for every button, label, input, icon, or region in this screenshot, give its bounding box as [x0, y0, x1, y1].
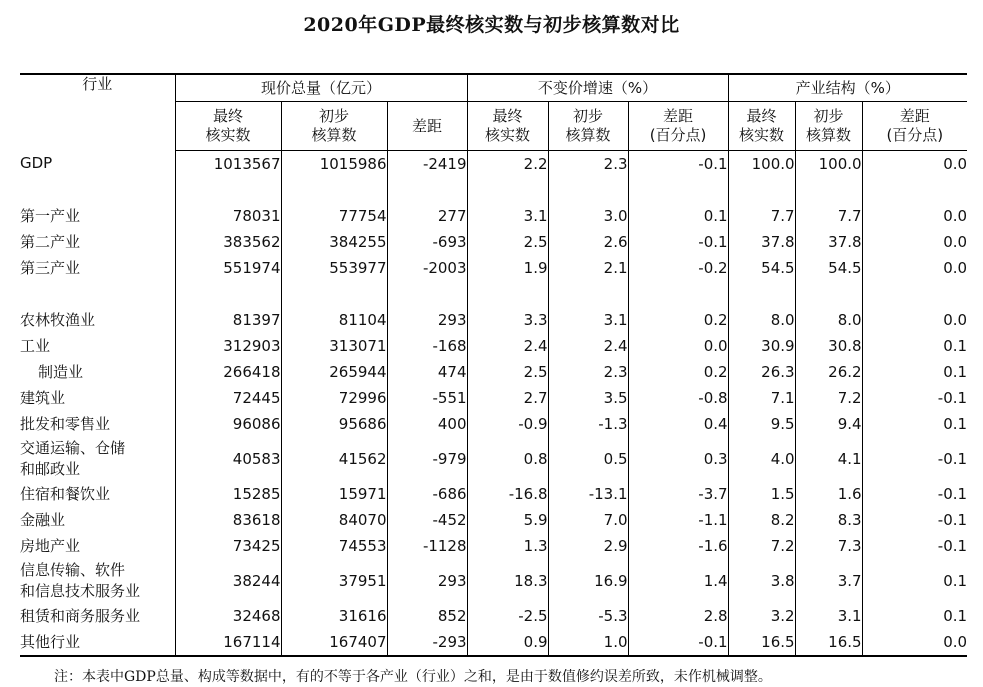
value-cell: 0.0 — [862, 629, 967, 656]
value-cell: 384255 — [281, 229, 387, 255]
value-cell: 37.8 — [728, 229, 795, 255]
industry-name: 和邮政业 — [20, 460, 81, 478]
value-cell: 41562 — [281, 437, 387, 481]
value-cell: 2.3 — [548, 359, 628, 385]
sub-header-cell — [548, 102, 628, 151]
value-cell: 2.4 — [467, 333, 548, 359]
value-cell: 18.3 — [467, 559, 548, 603]
value-cell: 72445 — [175, 385, 281, 411]
value-cell: 293 — [387, 559, 467, 603]
value-cell: 2.9 — [548, 533, 628, 559]
industry-name: 住宿和餐饮业 — [20, 484, 111, 503]
sub-header-line: (百分点) — [886, 126, 944, 144]
value-cell — [387, 281, 467, 307]
industry-name-cell — [20, 307, 175, 333]
value-cell: 100.0 — [728, 151, 795, 178]
value-cell: 0.1 — [628, 203, 728, 229]
value-cell: 38244 — [175, 559, 281, 603]
value-cell: 7.2 — [795, 385, 862, 411]
page-title: 2020年GDP最终核实数与初步核算数对比 — [303, 14, 680, 36]
value-cell: 8.2 — [728, 507, 795, 533]
value-cell: -0.1 — [628, 629, 728, 656]
value-cell: 293 — [387, 307, 467, 333]
value-cell: -686 — [387, 481, 467, 507]
value-cell: 16.9 — [548, 559, 628, 603]
value-cell: 78031 — [175, 203, 281, 229]
value-cell: 1.0 — [548, 629, 628, 656]
value-cell — [175, 177, 281, 203]
value-cell: 8.0 — [728, 307, 795, 333]
value-cell: 7.1 — [728, 385, 795, 411]
sub-header-line: 最终 — [492, 107, 523, 125]
industry-name-cell — [20, 281, 175, 307]
value-cell: -16.8 — [467, 481, 548, 507]
industry-name-cell — [20, 333, 175, 359]
value-cell: 0.1 — [862, 559, 967, 603]
value-cell: 3.5 — [548, 385, 628, 411]
value-cell — [467, 281, 548, 307]
value-cell: -0.1 — [862, 385, 967, 411]
value-cell: 0.1 — [862, 603, 967, 629]
value-cell: 54.5 — [795, 255, 862, 281]
value-cell: 3.0 — [548, 203, 628, 229]
value-cell: 3.1 — [467, 203, 548, 229]
value-cell: 8.3 — [795, 507, 862, 533]
value-cell: 37.8 — [795, 229, 862, 255]
value-cell: 9.4 — [795, 411, 862, 437]
sub-header-line: 差距 — [663, 107, 694, 125]
value-cell: 1013567 — [175, 151, 281, 178]
group-header-nominal: 现价总量（亿元） — [175, 74, 467, 102]
industry-name: 第一产业 — [20, 206, 81, 225]
industry-name-cell — [20, 177, 175, 203]
value-cell: -693 — [387, 229, 467, 255]
industry-name: 第二产业 — [20, 232, 81, 251]
value-cell: -1.1 — [628, 507, 728, 533]
value-cell: 0.1 — [862, 359, 967, 385]
table-row — [20, 255, 967, 281]
value-cell: 83618 — [175, 507, 281, 533]
value-cell: 5.9 — [467, 507, 548, 533]
table-footnote: 注：本表中GDP总量、构成等数据中，有的不等于各产业（行业）之和，是由于数值修约误差所致，未作机械调整。 — [54, 669, 772, 685]
value-cell: 0.0 — [862, 307, 967, 333]
industry-name: 信息传输、软件 — [20, 561, 126, 579]
value-cell: 30.9 — [728, 333, 795, 359]
industry-name-cell — [20, 603, 175, 629]
value-cell: 383562 — [175, 229, 281, 255]
industry-column-header: 行业 — [20, 74, 175, 151]
sub-header-line: 初步 — [813, 107, 844, 125]
value-cell — [548, 281, 628, 307]
value-cell: 0.2 — [628, 307, 728, 333]
value-cell: 167407 — [281, 629, 387, 656]
industry-name-cell — [20, 385, 175, 411]
sub-header-cell — [175, 102, 281, 151]
sub-header-line: 差距 — [899, 107, 930, 125]
value-cell: 30.8 — [795, 333, 862, 359]
value-cell: 2.5 — [467, 229, 548, 255]
table-row — [20, 333, 967, 359]
value-cell: 277 — [387, 203, 467, 229]
value-cell: -2.5 — [467, 603, 548, 629]
value-cell: 26.2 — [795, 359, 862, 385]
table-row — [20, 603, 967, 629]
value-cell: 2.6 — [548, 229, 628, 255]
value-cell: 4.0 — [728, 437, 795, 481]
value-cell: -979 — [387, 437, 467, 481]
value-cell: 81104 — [281, 307, 387, 333]
sub-header-cell — [387, 102, 467, 151]
value-cell: -551 — [387, 385, 467, 411]
industry-name-cell — [20, 437, 175, 481]
value-cell: -0.1 — [628, 229, 728, 255]
table-row — [20, 203, 967, 229]
value-cell: -168 — [387, 333, 467, 359]
value-cell: -5.3 — [548, 603, 628, 629]
sub-header-line: 核算数 — [806, 126, 852, 144]
value-cell: -0.1 — [628, 151, 728, 178]
spacer-row — [20, 281, 967, 307]
sub-header-line: 核实数 — [205, 126, 251, 144]
value-cell: 26.3 — [728, 359, 795, 385]
value-cell: 551974 — [175, 255, 281, 281]
industry-name-cell — [20, 507, 175, 533]
value-cell: -0.1 — [862, 481, 967, 507]
table-row — [20, 151, 967, 178]
value-cell: -0.1 — [862, 437, 967, 481]
sub-header-line: (百分点) — [649, 126, 707, 144]
sub-header-cell — [862, 102, 967, 151]
industry-name-cell — [20, 533, 175, 559]
value-cell: 9.5 — [728, 411, 795, 437]
value-cell: 0.9 — [467, 629, 548, 656]
table-row — [20, 629, 967, 656]
industry-name-cell — [20, 151, 175, 178]
value-cell: -0.1 — [862, 507, 967, 533]
table-row — [20, 481, 967, 507]
sub-header-line: 最终 — [746, 107, 777, 125]
value-cell: 7.7 — [795, 203, 862, 229]
sub-header-cell — [467, 102, 548, 151]
value-cell: 15285 — [175, 481, 281, 507]
industry-name-cell — [20, 411, 175, 437]
industry-name-cell — [20, 203, 175, 229]
value-cell — [175, 281, 281, 307]
value-cell — [387, 177, 467, 203]
value-cell — [795, 281, 862, 307]
industry-name: GDP — [20, 154, 53, 173]
value-cell: 167114 — [175, 629, 281, 656]
industry-name-cell — [20, 481, 175, 507]
value-cell: 0.3 — [628, 437, 728, 481]
table-row — [20, 559, 967, 603]
industry-name: 房地产业 — [20, 536, 81, 555]
industry-name: 和信息技术服务业 — [20, 582, 141, 600]
sub-header-line: 最终 — [212, 107, 243, 125]
value-cell: 0.0 — [628, 333, 728, 359]
value-cell: 0.2 — [628, 359, 728, 385]
value-cell: 3.3 — [467, 307, 548, 333]
value-cell: 0.0 — [862, 203, 967, 229]
table-row — [20, 307, 967, 333]
value-cell: 7.7 — [728, 203, 795, 229]
value-cell: 77754 — [281, 203, 387, 229]
value-cell: -0.8 — [628, 385, 728, 411]
value-cell: 313071 — [281, 333, 387, 359]
industry-name-cell — [20, 559, 175, 603]
gdp-comparison-table — [20, 73, 967, 657]
industry-name: 其他行业 — [20, 632, 81, 651]
value-cell: 7.3 — [795, 533, 862, 559]
sub-header-line: 核实数 — [739, 126, 785, 144]
value-cell: 2.1 — [548, 255, 628, 281]
value-cell: 3.8 — [728, 559, 795, 603]
value-cell: 37951 — [281, 559, 387, 603]
value-cell — [467, 177, 548, 203]
value-cell: 852 — [387, 603, 467, 629]
industry-name: 金融业 — [20, 510, 66, 529]
value-cell: 0.5 — [548, 437, 628, 481]
value-cell — [628, 177, 728, 203]
value-cell: 3.2 — [728, 603, 795, 629]
table-row — [20, 229, 967, 255]
group-header-structure: 产业结构（%） — [728, 74, 967, 102]
value-cell: 2.2 — [467, 151, 548, 178]
value-cell: -2003 — [387, 255, 467, 281]
industry-name: 批发和零售业 — [20, 414, 111, 433]
value-cell — [862, 281, 967, 307]
value-cell: 1.5 — [728, 481, 795, 507]
value-cell: -0.2 — [628, 255, 728, 281]
value-cell: 7.0 — [548, 507, 628, 533]
value-cell: 73425 — [175, 533, 281, 559]
value-cell: 96086 — [175, 411, 281, 437]
value-cell — [548, 177, 628, 203]
value-cell: 474 — [387, 359, 467, 385]
sub-header-cell — [628, 102, 728, 151]
industry-name-cell — [20, 229, 175, 255]
value-cell: 2.5 — [467, 359, 548, 385]
sub-header-line: 差距 — [412, 116, 443, 135]
sub-header-line: 初步 — [573, 107, 604, 125]
table-row — [20, 437, 967, 481]
industry-name-cell — [20, 359, 175, 385]
value-cell: 0.4 — [628, 411, 728, 437]
value-cell: 2.7 — [467, 385, 548, 411]
value-cell: 84070 — [281, 507, 387, 533]
group-header-growth: 不变价增速（%） — [467, 74, 728, 102]
value-cell: 1.3 — [467, 533, 548, 559]
value-cell: 0.1 — [862, 333, 967, 359]
sub-header-line: 核算数 — [565, 126, 611, 144]
value-cell — [862, 177, 967, 203]
value-cell: 81397 — [175, 307, 281, 333]
table-row — [20, 507, 967, 533]
value-cell — [628, 281, 728, 307]
value-cell: -452 — [387, 507, 467, 533]
value-cell — [728, 281, 795, 307]
value-cell: 1.6 — [795, 481, 862, 507]
sub-header-cell — [281, 102, 387, 151]
value-cell: 7.2 — [728, 533, 795, 559]
value-cell: 40583 — [175, 437, 281, 481]
value-cell: -1128 — [387, 533, 467, 559]
value-cell: -3.7 — [628, 481, 728, 507]
value-cell: 2.4 — [548, 333, 628, 359]
value-cell: 0.1 — [862, 411, 967, 437]
value-cell: -0.1 — [862, 533, 967, 559]
industry-name: 交通运输、仓储 — [20, 439, 126, 457]
value-cell: 2.3 — [548, 151, 628, 178]
value-cell: 265944 — [281, 359, 387, 385]
value-cell: 266418 — [175, 359, 281, 385]
industry-name: 租赁和商务服务业 — [20, 606, 141, 625]
value-cell: 400 — [387, 411, 467, 437]
value-cell: 32468 — [175, 603, 281, 629]
value-cell: 8.0 — [795, 307, 862, 333]
value-cell: 16.5 — [795, 629, 862, 656]
value-cell: 553977 — [281, 255, 387, 281]
value-cell: -1.6 — [628, 533, 728, 559]
sub-header-line: 核实数 — [485, 126, 531, 144]
industry-name: 工业 — [20, 336, 51, 355]
value-cell: -293 — [387, 629, 467, 656]
value-cell — [795, 177, 862, 203]
industry-name: 制造业 — [38, 362, 84, 381]
industry-name: 第三产业 — [20, 258, 81, 277]
value-cell: 1.4 — [628, 559, 728, 603]
value-cell: 31616 — [281, 603, 387, 629]
value-cell: 0.8 — [467, 437, 548, 481]
table-row — [20, 411, 967, 437]
sub-header-cell — [795, 102, 862, 151]
value-cell: 74553 — [281, 533, 387, 559]
value-cell: -0.9 — [467, 411, 548, 437]
value-cell — [281, 281, 387, 307]
value-cell: 3.1 — [795, 603, 862, 629]
value-cell: 4.1 — [795, 437, 862, 481]
industry-name: 建筑业 — [20, 388, 66, 407]
value-cell: 0.0 — [862, 151, 967, 178]
industry-name-cell — [20, 255, 175, 281]
value-cell: 3.7 — [795, 559, 862, 603]
sub-header-line: 核算数 — [311, 126, 357, 144]
sub-header-line: 初步 — [318, 107, 349, 125]
sub-header-cell — [728, 102, 795, 151]
value-cell: 1015986 — [281, 151, 387, 178]
value-cell: 0.0 — [862, 229, 967, 255]
value-cell: 312903 — [175, 333, 281, 359]
value-cell: 0.0 — [862, 255, 967, 281]
value-cell: 72996 — [281, 385, 387, 411]
table-row — [20, 385, 967, 411]
industry-name: 农林牧渔业 — [20, 310, 96, 329]
value-cell: -2419 — [387, 151, 467, 178]
value-cell — [281, 177, 387, 203]
value-cell: 100.0 — [795, 151, 862, 178]
value-cell: 3.1 — [548, 307, 628, 333]
industry-name-cell — [20, 629, 175, 656]
table-row — [20, 533, 967, 559]
table-row — [20, 359, 967, 385]
value-cell: 54.5 — [728, 255, 795, 281]
value-cell: -13.1 — [548, 481, 628, 507]
value-cell — [728, 177, 795, 203]
value-cell: 15971 — [281, 481, 387, 507]
value-cell: 2.8 — [628, 603, 728, 629]
value-cell: 1.9 — [467, 255, 548, 281]
value-cell: -1.3 — [548, 411, 628, 437]
spacer-row — [20, 177, 967, 203]
value-cell: 95686 — [281, 411, 387, 437]
value-cell: 16.5 — [728, 629, 795, 656]
